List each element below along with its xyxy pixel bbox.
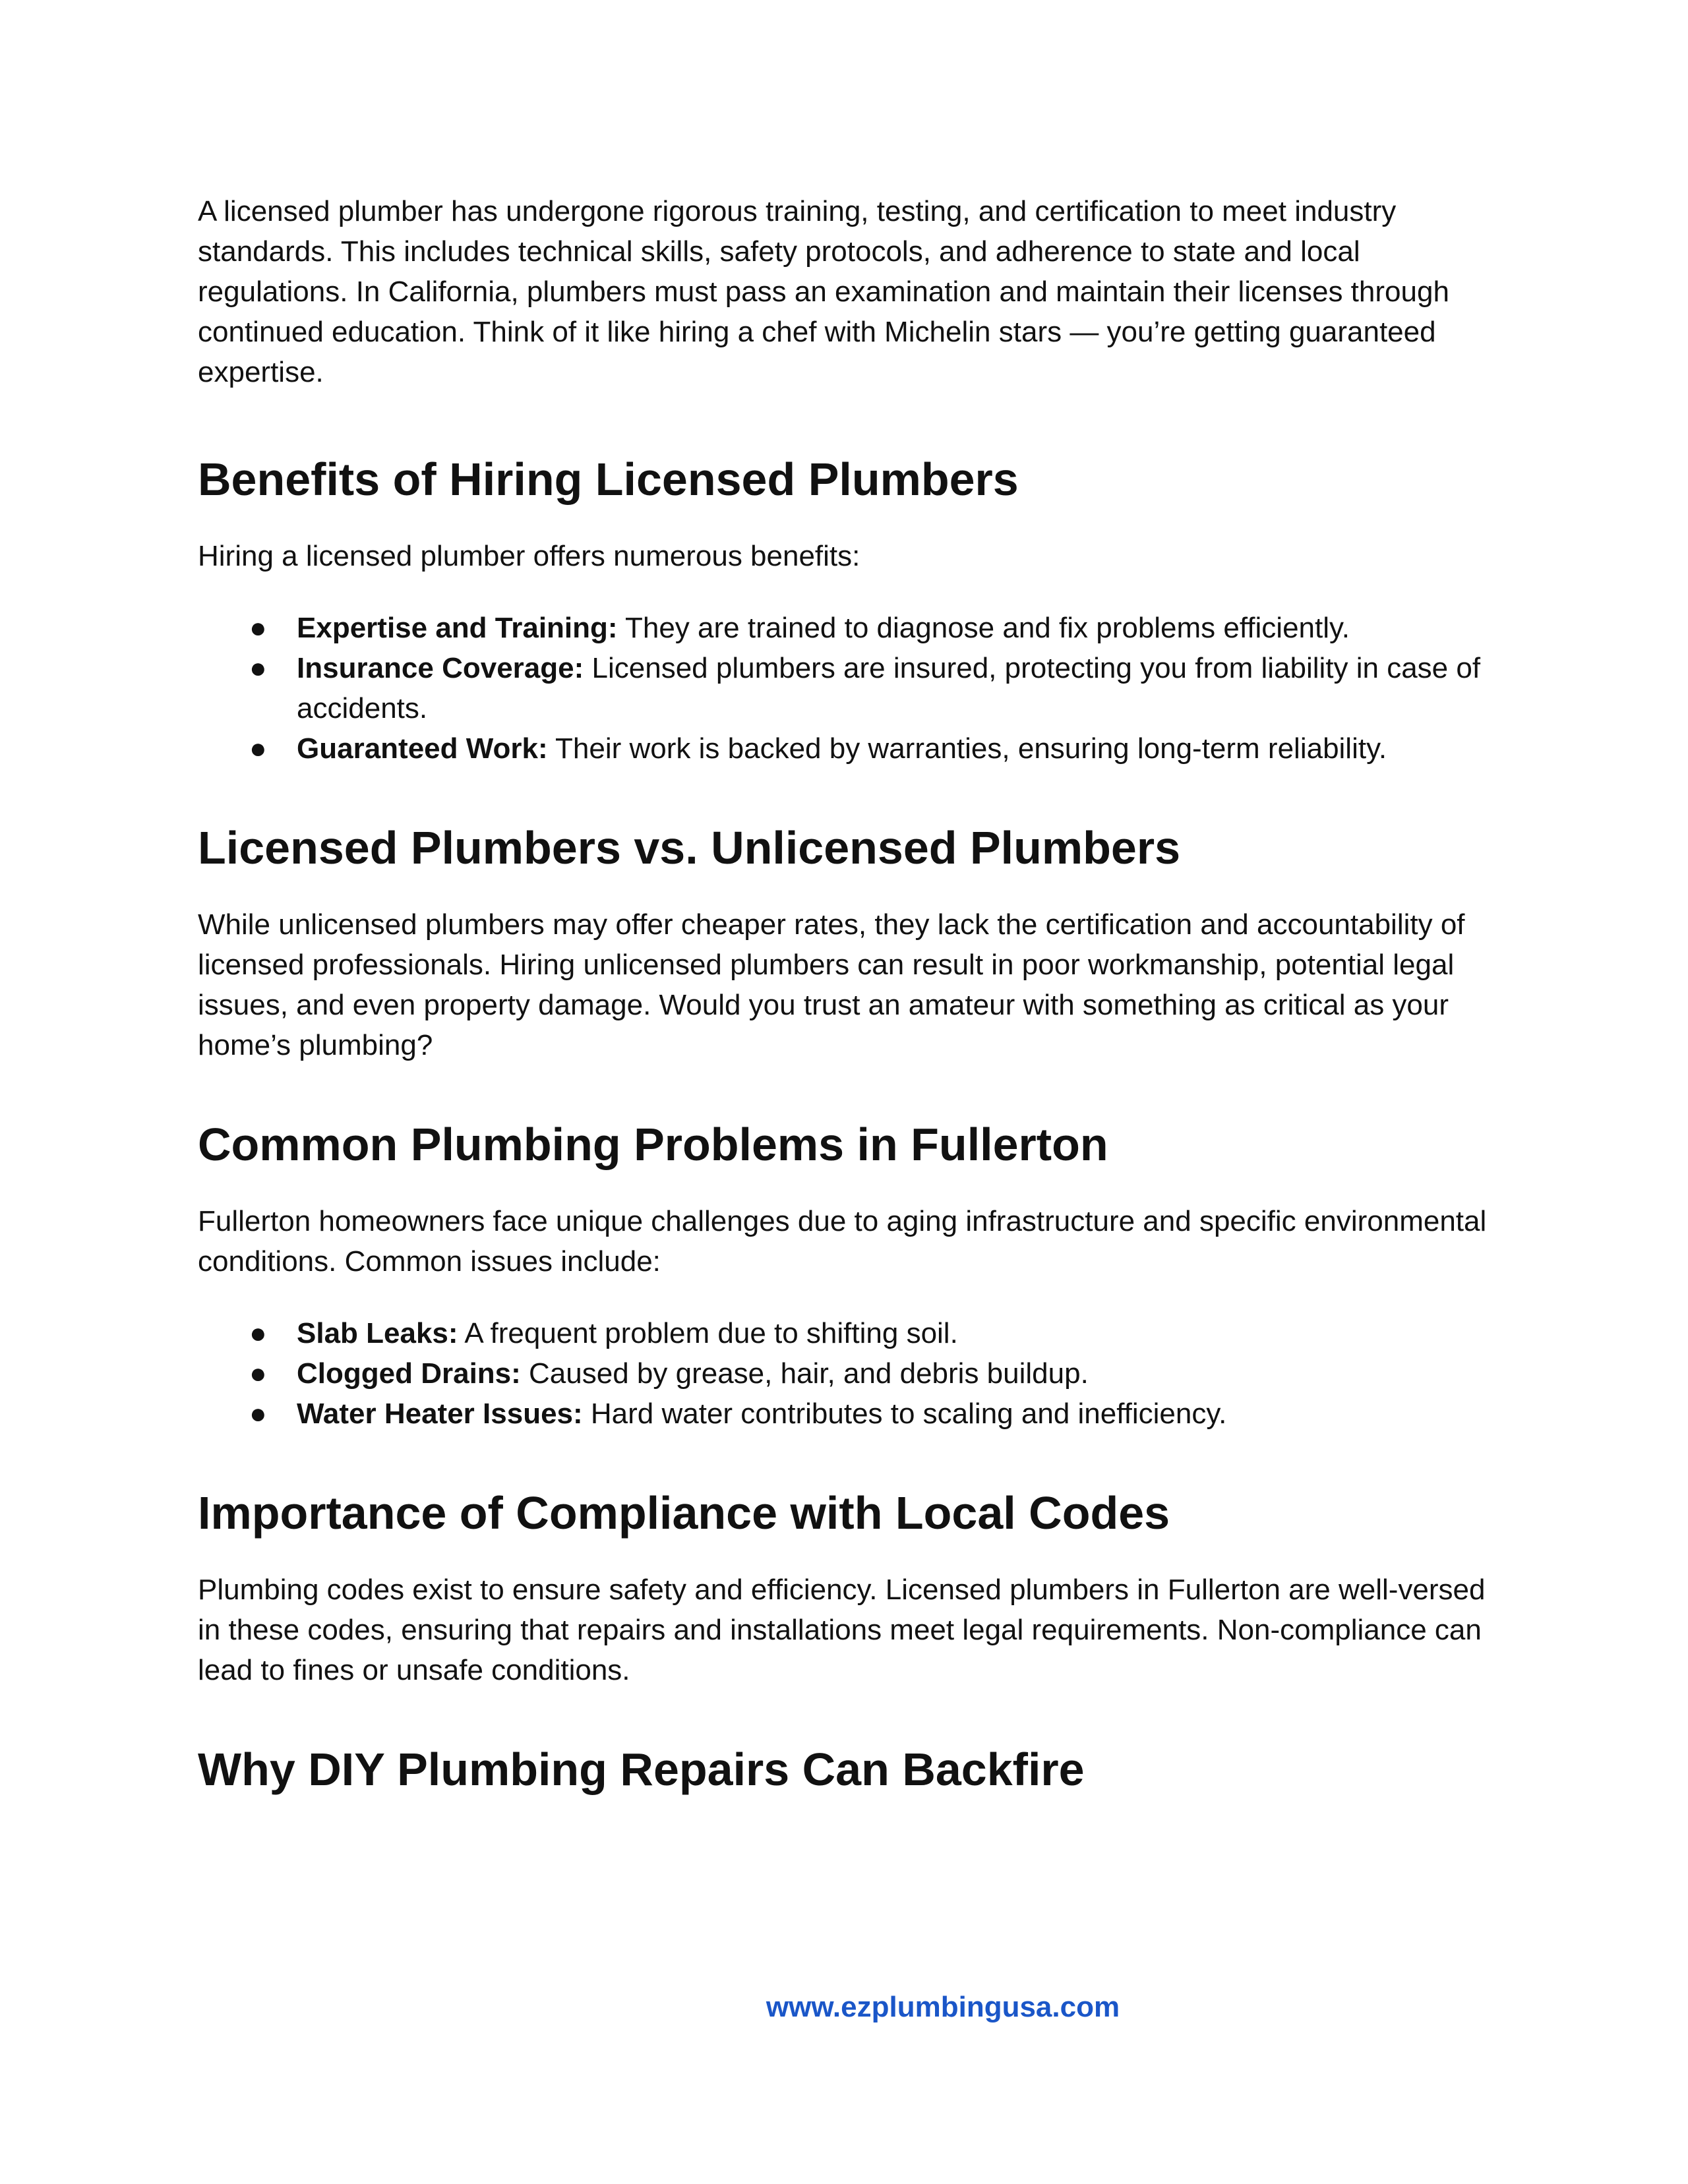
- versus-paragraph: While unlicensed plumbers may offer cheaper rates, they lack the certification and accountability of licensed professionals. Hiring unlicensed plumbers can result in poor workmanship, potential legal issues, and even property damage. Would you trust an amateur with something as critical as your home’s plumbing?: [198, 908, 1465, 1061]
- list-item-text: Licensed plumbers are insured, protecting you from liability in case of accidents.: [297, 652, 1481, 724]
- bullet-icon: ●: [249, 1317, 267, 1349]
- list-item-text: A frequent problem due to shifting soil.: [458, 1317, 958, 1349]
- versus-heading: Licensed Plumbers vs. Unlicensed Plumbers: [198, 822, 1180, 873]
- list-item-term: Water Heater Issues:: [297, 1398, 583, 1430]
- benefits-list: [198, 608, 1503, 769]
- intro-paragraph: A licensed plumber has undergone rigorous training, testing, and certification to meet industry standards. This includes technical skills, safety protocols, and adherence to state and local regulations. In California, plumbers must pass an examination and maintain their licenses through continued education. Think of it like hiring a chef with Michelin stars — you’re getting guaranteed expertise.: [198, 195, 1449, 388]
- benefits-intro: Hiring a licensed plumber offers numerous benefits:: [198, 540, 860, 572]
- document-content: [198, 191, 1503, 1796]
- list-item: [198, 648, 1503, 728]
- bullet-icon: ●: [249, 1357, 267, 1390]
- compliance-paragraph: Plumbing codes exist to ensure safety and efficiency. Licensed plumbers in Fullerton are well-versed in these codes, ensuring that repairs and installations meet legal requirements. Non-compliance can lead to fines or unsafe conditions.: [198, 1574, 1486, 1686]
- list-item-text: Their work is backed by warranties, ensuring long-term reliability.: [547, 732, 1387, 765]
- list-item-term: Guaranteed Work:: [297, 732, 548, 765]
- compliance-heading: Importance of Compliance with Local Codes: [198, 1487, 1170, 1539]
- list-item: [198, 608, 1503, 648]
- list-item: [198, 1353, 1503, 1394]
- list-item-term: Clogged Drains:: [297, 1357, 521, 1390]
- list-item-text: Caused by grease, hair, and debris buildup.: [520, 1357, 1089, 1390]
- problems-list: [198, 1313, 1503, 1434]
- bullet-icon: ●: [249, 1398, 267, 1430]
- list-item: [198, 728, 1503, 769]
- bullet-icon: ●: [249, 612, 267, 644]
- list-item-term: Expertise and Training:: [297, 612, 618, 644]
- problems-heading: Common Plumbing Problems in Fullerton: [198, 1119, 1108, 1170]
- list-item-term: Slab Leaks:: [297, 1317, 458, 1349]
- list-item: [198, 1394, 1503, 1434]
- problems-intro: Fullerton homeowners face unique challenges due to aging infrastructure and specific environmental conditions. Common issues include:: [198, 1205, 1487, 1278]
- list-item-text: Hard water contributes to scaling and inefficiency.: [582, 1398, 1227, 1430]
- bullet-icon: ●: [249, 652, 267, 684]
- list-item-text: They are trained to diagnose and fix problems efficiently.: [617, 612, 1350, 644]
- benefits-heading: Benefits of Hiring Licensed Plumbers: [198, 454, 1019, 505]
- list-item: [198, 1313, 1503, 1353]
- website-link[interactable]: www.ezplumbingusa.com: [766, 1991, 1120, 2023]
- list-item-term: Insurance Coverage:: [297, 652, 584, 684]
- bullet-icon: ●: [249, 732, 267, 765]
- diy-heading: Why DIY Plumbing Repairs Can Backfire: [198, 1744, 1085, 1795]
